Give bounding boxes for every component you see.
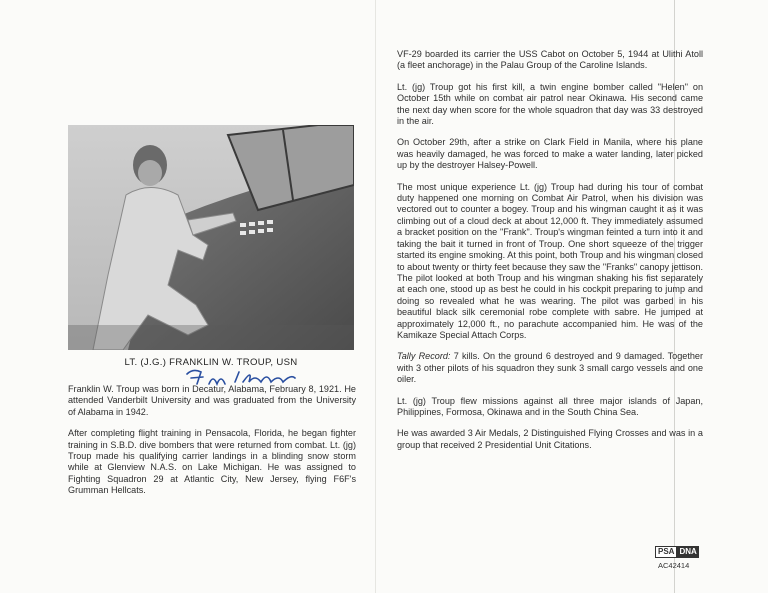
- bio-paragraph-1: Franklin W. Troup was born in Decatur, Alabama, February 8, 1921. He attended Vanderbilt University and was graduated from the University of Alabama in 1942.: [68, 384, 356, 417]
- bio-paragraph-8: Lt. (jg) Troup flew missions against all three major islands of Japan, Philippines, Formosa, Okinawa and in the South China Sea.: [397, 395, 703, 417]
- cert-number: AC42414: [658, 561, 690, 570]
- psa-dna-sticker: [655, 546, 695, 558]
- pilot-photo: [68, 125, 354, 350]
- left-column: [68, 384, 356, 497]
- bio-paragraph-5: On October 29th, after a strike on Clark Field in Manila, where his plane was heavily damaged, he was forced to make a water landing, later picked up by the destroyer Halsey-Powell.: [397, 137, 703, 171]
- photo-caption: LT. (J.G.) FRANKLIN W. TROUP, USN: [124, 357, 298, 368]
- dna-label: DNA: [679, 547, 697, 556]
- bio-paragraph-9: He was awarded 3 Air Medals, 2 Distinguished Flying Crosses and was in a group that received 2 Presidential Unit Citations.: [397, 428, 703, 450]
- fold-line: [375, 0, 376, 593]
- right-column: [397, 49, 703, 451]
- tally-record-paragraph: [397, 351, 703, 385]
- tally-record-text: 7 kills. On the ground 6 destroyed and 9 damaged. Together with 3 other pilots of his squadron they sunk 3 small cargo vessels and one oiler.: [397, 351, 704, 385]
- tally-record-label: Tally Record:: [397, 351, 451, 362]
- bio-paragraph-3: VF-29 boarded its carrier the USS Cabot on October 5, 1944 at Ulithi Atoll (a fleet anchorage) in the Palau Group of the Caroline Islands.: [397, 49, 703, 71]
- bio-paragraph-2: After completing flight training in Pensacola, Florida, he began fighter training in S.B.D. dive bombers that were returned from combat. Lt. (jg) Troup made his qualifying carrier landings in a blinding snow storm while at Glenview N.A.S. on Lake Michigan. He was assigned to Fighting Squadron 29 at Atlantic City, New Jersey, flying F6F's Grumman Hellcats.: [68, 428, 356, 496]
- bio-paragraph-4: Lt. (jg) Troup got his first kill, a twin engine bomber called "Helen" on October 15th while on combat air patrol near Okinawa. His second came the next day when score for the whole squadron that day was 33 destroyed in the air.: [397, 81, 703, 127]
- bio-paragraph-6: The most unique experience Lt. (jg) Troup had during his tour of combat duty happened one morning on Combat Air Patrol, when his division was vectored out to counter a bogey. Troup and his wingman caught it as it was climbing out of a cloud deck at about 12,000 ft. They immediately assumed a bracket position on the "Frank". Troup's wingman feinted a turn into it and taking the bait it turned in front of Troup. One short squeeze of the trigger started its engine smoking. At this point, both Troup and his wingman closed to about twenty or thirty feet because they saw the "Franks" canopy jettison. The pilot looked at both Troup and his wingman shaking his fist separately at each one, stood up as best he could in his cockpit preparing to jump and doing so revealed what he was wearing. The pilot was garbed in his beautiful black silk ceremonial robe complete with sabre. He jumped at approximately 12,000 ft., no parachute accompanied him. He was of the Kamikaze Special Attach Corps.: [397, 181, 703, 340]
- psa-label: PSA: [655, 546, 677, 558]
